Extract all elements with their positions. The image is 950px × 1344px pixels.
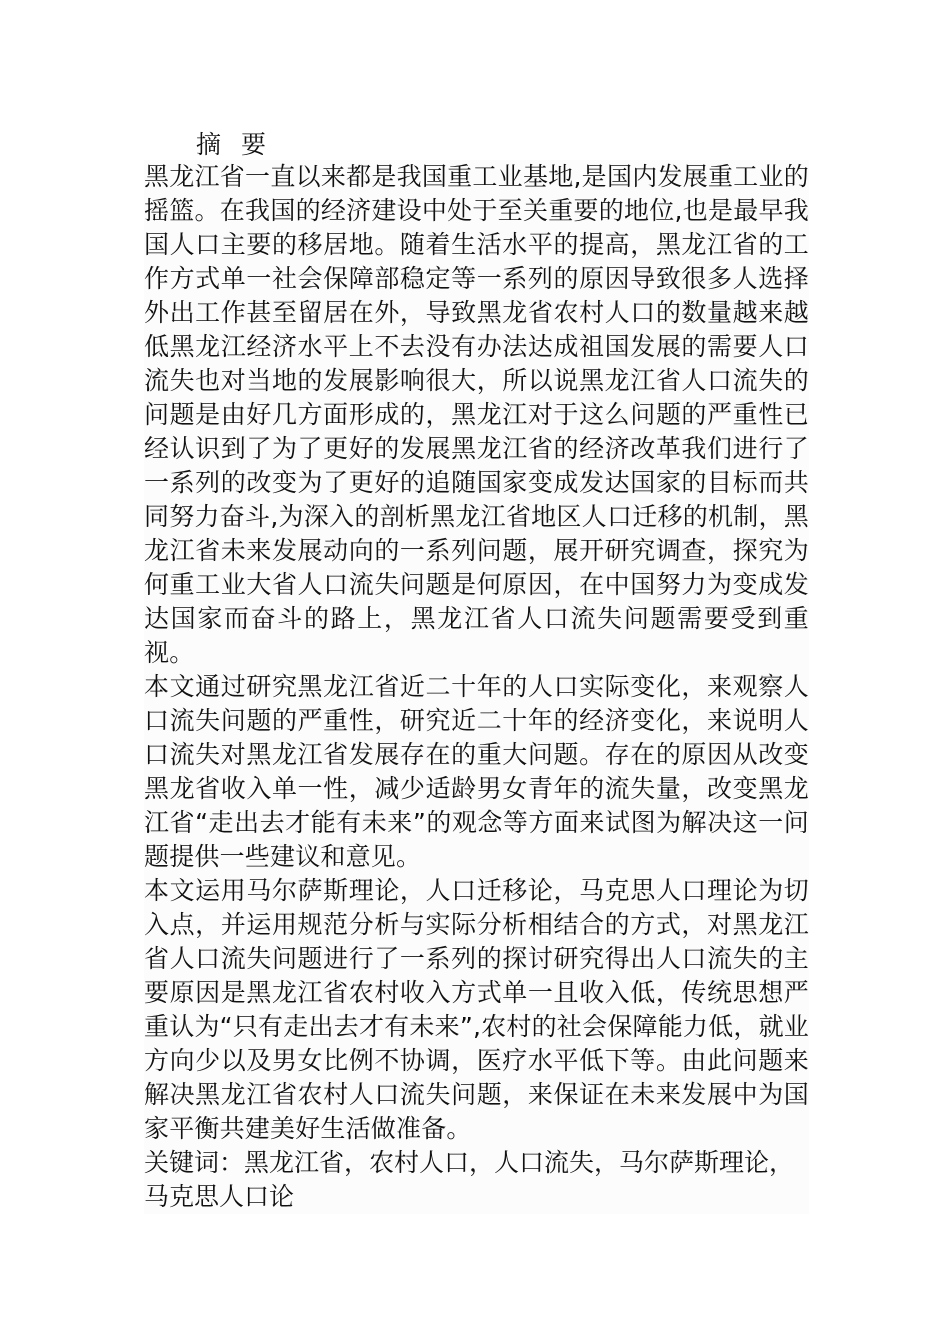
abstract-paragraph-2: 本文通过研究黑龙江省近二十年的人口实际变化，来观察人口流失问题的严重性，研究近二十年的经济变化，来说明人口流失对黑龙江省发展存在的重大问题。存在的原因从改变黑龙省收入单一性，减少适龄男女青年的流失量，改变黑龙江省“走出去才能有未来”的观念等方面来试图为解决这一问题提供一些建议和意见。 <box>144 670 809 874</box>
abstract-body <box>144 160 809 1214</box>
keywords-line: 关键词：黑龙江省，农村人口，人口流失，马尔萨斯理论，马克思人口论 <box>144 1146 809 1214</box>
abstract-heading: 摘 要 <box>196 130 272 159</box>
abstract-paragraph-3: 本文运用马尔萨斯理论，人口迁移论，马克思人口理论为切入点，并运用规范分析与实际分析相结合的方式，对黑龙江省人口流失问题进行了一系列的探讨研究得出人口流失的主要原因是黑龙江省农村收入方式单一且收入低，传统思想严重认为“只有走出去才有未来”,农村的社会保障能力低，就业方向少以及男女比例不协调，医疗水平低下等。由此问题来解决黑龙江省农村人口流失问题，来保证在未来发展中为国家平衡共建美好生活做准备。 <box>144 874 809 1146</box>
abstract-paragraph-1: 黑龙江省一直以来都是我国重工业基地,是国内发展重工业的摇篮。在我国的经济建设中处于至关重要的地位,也是最早我国人口主要的移居地。随着生活水平的提高，黑龙江省的工作方式单一社会保障部稳定等一系列的原因导致很多人选择外出工作甚至留居在外，导致黑龙省农村人口的数量越来越低黑龙江经济水平上不去没有办法达成祖国发展的需要人口流失也对当地的发展影响很大，所以说黑龙江省人口流失的问题是由好几方面形成的，黑龙江对于这么问题的严重性已经认识到了为了更好的发展黑龙江省的经济改革我们进行了一系列的改变为了更好的追随国家变成发达国家的目标而共同努力奋斗,为深入的剖析黑龙江省地区人口迁移的机制，黑龙江省未来发展动向的一系列问题，展开研究调查，探究为何重工业大省人口流失问题是何原因，在中国努力为变成发达国家而奋斗的路上，黑龙江省人口流失问题需要受到重视。 <box>144 160 809 670</box>
